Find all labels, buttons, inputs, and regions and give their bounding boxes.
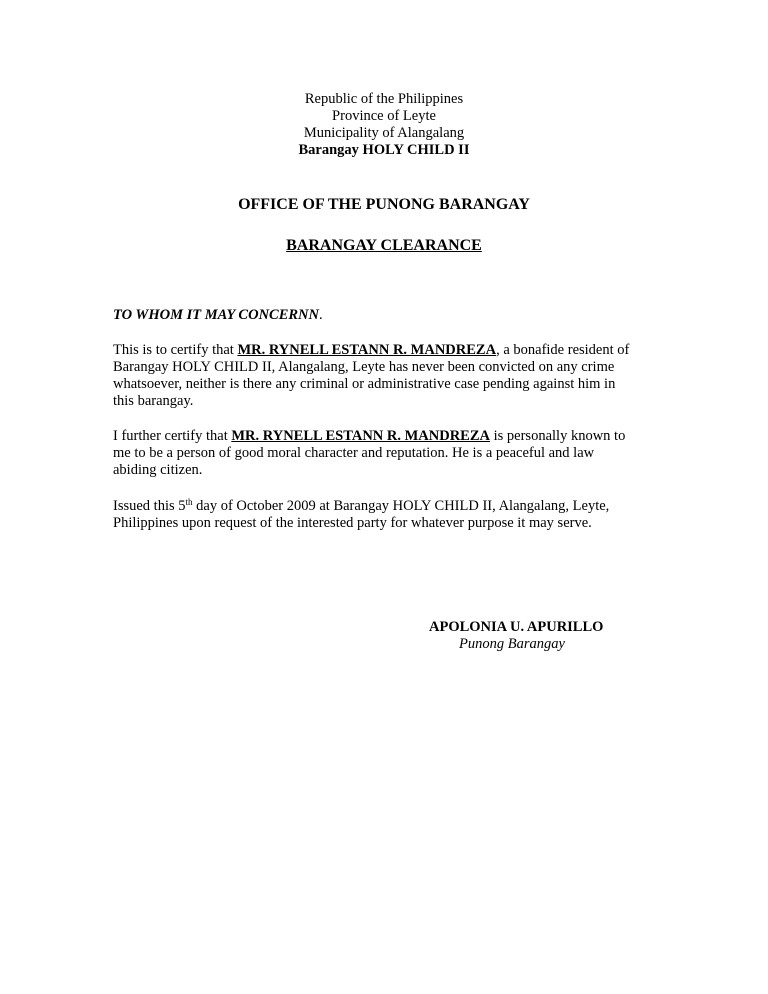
paragraph-line: abiding citizen. (113, 462, 203, 478)
paragraph-line (113, 498, 661, 515)
certification-paragraph (113, 342, 661, 410)
signatory-name: APOLONIA U. APURILLO (429, 619, 604, 635)
character-paragraph (113, 428, 661, 479)
paragraph-text: , a bonafide resident of (496, 342, 630, 358)
letterhead (0, 91, 768, 159)
issuance-paragraph (113, 498, 661, 532)
resident-name: MR. RYNELL ESTANN R. MANDREZA (237, 342, 497, 358)
paragraph-line (113, 428, 661, 445)
ordinal-suffix: th (185, 497, 193, 507)
salutation (113, 307, 323, 324)
letterhead-barangay: Barangay HOLY CHILD II (298, 142, 470, 158)
paragraph-text: Issued this 5 (113, 498, 186, 514)
salutation-text: TO WHOM IT MAY CONCERNN (113, 307, 319, 323)
paragraph-line: this barangay. (113, 393, 194, 409)
paragraph-text: This is to certify that (113, 342, 238, 358)
letterhead-country: Republic of the Philippines (304, 91, 464, 107)
paragraph-line: whatsoever, neither is there any criminal or administrative case pending against him in (113, 376, 616, 392)
paragraph-line: Barangay HOLY CHILD II, Alangalang, Leyte has never been convicted on any crime (113, 359, 615, 375)
resident-name: MR. RYNELL ESTANN R. MANDREZA (231, 428, 490, 444)
letterhead-province: Province of Leyte (332, 108, 436, 124)
paragraph-line: me to be a person of good moral character and reputation. He is a peaceful and law (113, 445, 595, 461)
signatory-position: Punong Barangay (459, 636, 565, 652)
paragraph-line: Philippines upon request of the interested party for whatever purpose it may serve. (113, 515, 592, 531)
salutation-colon: . (319, 307, 323, 323)
office-title: OFFICE OF THE PUNONG BARANGAY (238, 196, 530, 213)
paragraph-text: I further certify that (113, 428, 232, 444)
letterhead-municipality: Municipality of Alangalang (303, 125, 465, 141)
document-title: BARANGAY CLEARANCE (286, 237, 482, 254)
paragraph-text: day of October 2009 at Barangay HOLY CHILD II, Alangalang, Leyte, (192, 498, 610, 514)
paragraph-text: is personally known to (490, 428, 626, 444)
paragraph-line (113, 342, 661, 359)
